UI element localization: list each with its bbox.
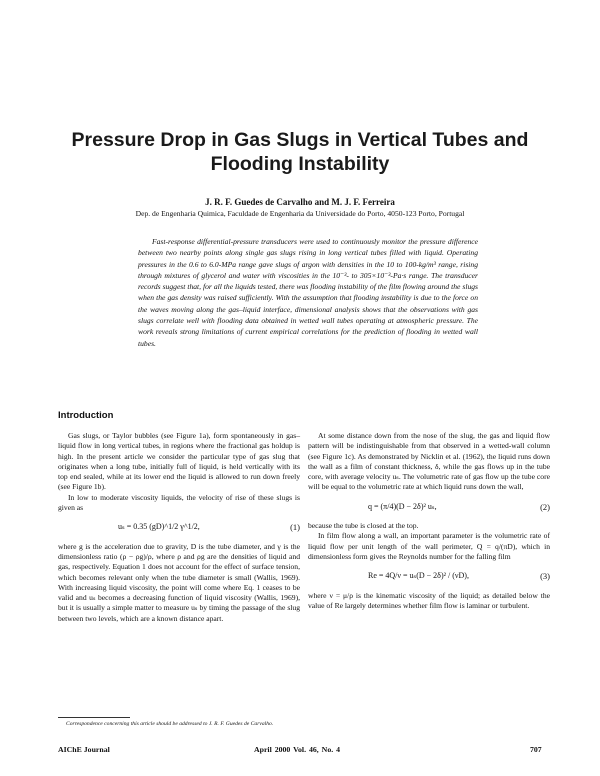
left-column bbox=[58, 431, 300, 624]
journal-name: AIChE Journal bbox=[58, 745, 110, 754]
equation-number: (1) bbox=[290, 522, 300, 533]
author-list: J. R. F. Guedes de Carvalho and M. J. F. Ferreira bbox=[205, 197, 395, 207]
paragraph: At some distance down from the nose of the slug, the gas and liquid flow pattern will be indistinguishable from that observed in a wetted-wall column (see Figure 1c). As demonstrated by Nicklin et al. (1962), the liquid runs down the wall as a film of constant thickness, δ, while the gas flows up in the tube core, with average velocity uₛ. The volumetric rate of gas flow up the tube core will be equal to the volumetric rate at which liquid runs down the wall, bbox=[308, 431, 550, 492]
issue-info: April 2000 Vol. 46, No. 4 bbox=[254, 745, 341, 754]
paragraph: where g is the acceleration due to gravity, D is the tube diameter, and γ is the dimensionless ratio (ρ − ρg)/ρ, where ρ and ρg are the densities of liquid and gas, respectively. Equation 1 does not account for the effect of surface tension, which becomes relevant only when the tube diameter is small (Wallis, 1969). With increasing liquid viscosity, the point will come where Eq. 1 ceases to be valid and uₛ becomes a decreasing function of liquid viscosity (Wallis, 1969), but it is usually a simple matter to measure uₛ by timing the passage of the slug between two levels, which are a known distance apart. bbox=[58, 541, 300, 623]
paragraph: In film flow along a wall, an important parameter is the volumetric rate of liquid flow per unit length of the wall perimeter, Q = q/(πD), which in dimensionless form gives the Reynolds number for the falling film bbox=[308, 531, 550, 561]
abstract: Fast-response differential-pressure transducers were used to continuously monitor the pressure difference between two nearby points along single gas slugs rising in long vertical tubes filled with liquid. Operating pressures in the 0.6 to 6.0-MPa range gave slugs of argon with densities in the 10 to 100-kg/m³ range, rising through mixtures of glycerol and water with viscosities in the 10⁻³- to 305×10⁻³-Pa·s range. The transducer records suggest that, for all the liquids tested, there was flooding instability of the film flowing around the slugs when the gas density was raised sufficiently. With the assumption that flooding instability is due to the force on the waves moving along the gas–liquid interface, dimensional analysis shows that the observations with gas slugs correlate well with flooding data obtained in wetted wall tubes operating at atmospheric pressure. The work reveals strong limitations of current empirical correlations for the prediction of flooding in wetted wall tubes. bbox=[138, 237, 478, 348]
paragraph: where ν = μ/ρ is the kinematic viscosity of the liquid; as detailed below the value of Re largely determines whether film flow is laminar or turbulent. bbox=[308, 590, 550, 610]
article-title: Pressure Drop in Gas Slugs in Vertical Tubes and Flooding Instability bbox=[71, 129, 529, 175]
footnote: Correspondence concerning this article should be addressed to J. R. F. Guedes de Carvalho. bbox=[66, 721, 274, 727]
footnote-divider bbox=[58, 717, 130, 718]
paragraph: In low to moderate viscosity liquids, the velocity of rise of these slugs is given as bbox=[58, 492, 300, 513]
page-number: 707 bbox=[530, 745, 542, 754]
equation-1 bbox=[58, 522, 300, 532]
equation-body: q = (π/4)(D − 2δ)² uₛ, bbox=[368, 501, 437, 511]
equation-number: (2) bbox=[540, 501, 550, 512]
paragraph: Gas slugs, or Taylor bubbles (see Figure 1a), form spontaneously in gas–liquid flow in long vertical tubes, in regions where the fractional gas holdup is high. In the present article we consider the particular type of gas slug that originates when a long tube, initially full of liquid, is held vertically with its top end sealed, while at its lower end the liquid is allowed to run down freely (see Figure 1b). bbox=[58, 431, 300, 492]
equation-2 bbox=[308, 502, 550, 512]
paragraph: because the tube is closed at the top. bbox=[308, 521, 419, 531]
section-heading-introduction: Introduction bbox=[58, 410, 114, 421]
equation-3 bbox=[308, 571, 550, 581]
author-affiliation: Dep. de Engenharia Quimica, Faculdade de Engenharia da Universidade do Porto, 4050-123 Porto, Portugal bbox=[135, 209, 465, 218]
equation-body: uₛ = 0.35 (gD)^1/2 γ^1/2, bbox=[118, 522, 200, 532]
equation-body: Re = 4Q/ν = uₛ(D − 2δ)² / (νD), bbox=[368, 571, 469, 581]
equation-number: (3) bbox=[540, 571, 550, 582]
right-column bbox=[308, 431, 550, 611]
